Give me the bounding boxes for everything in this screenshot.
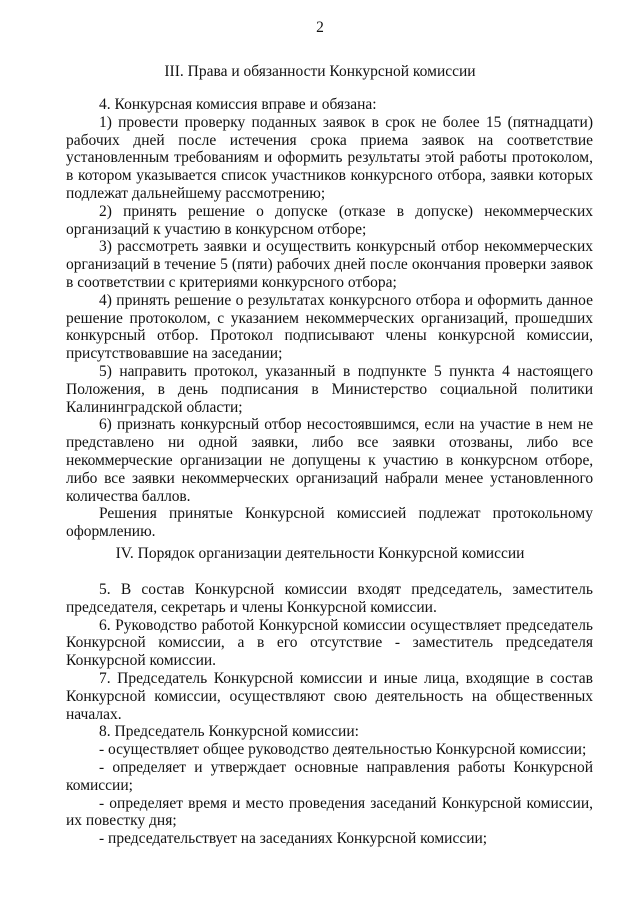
paragraph: 3) рассмотреть заявки и осуществить конкурсный отбор некоммерческих организаций в течение 5 (пяти) рабочих дней после окончания проверки заявок в соответствии с критериями конкурсного отбора; <box>66 238 593 291</box>
paragraph: 4) принять решение о результатах конкурсного отбора и оформить данное решение протоколом, с указанием некоммерческих организаций, прошедших конкурсный отбор. Протокол подписывают члены конкурсной комиссии, присутствовавшие на заседании; <box>66 291 593 363</box>
paragraph: - осуществляет общее руководство деятельностью Конкурсной комиссии; <box>99 741 587 759</box>
paragraph: 4. Конкурсная комиссия вправе и обязана: <box>99 96 377 113</box>
paragraph: Решения принятые Конкурсной комиссией подлежат протокольному оформлению. <box>66 505 593 541</box>
paragraph: 5. В состав Конкурсной комиссии входят председатель, заместитель председателя, секретарь и члены Конкурсной комиссии. <box>66 581 593 616</box>
paragraph: 5) направить протокол, указанный в подпункте 5 пункта 4 настоящего Положения, в день подписания в Министерство социальной политики Калининградской области; <box>66 362 593 416</box>
section-4-body <box>66 581 593 848</box>
paragraph: 2) принять решение о допуске (отказе в допуске) некоммерческих организаций к участию в конкурсном отборе; <box>66 202 593 238</box>
paragraph: 7. Председатель Конкурсной комиссии и иные лица, входящие в состав Конкурсной комиссии, осуществляют свою деятельность на общественных началах. <box>66 669 593 723</box>
section-3-heading: III. Права и обязанности Конкурсной комиссии <box>164 63 476 80</box>
section-3-body <box>66 96 593 541</box>
paragraph: 1) провести проверку поданных заявок в срок не более 15 (пятнадцати) рабочих дней после истечения срока приема заявок на соответствие установленным требованиям и оформить результаты этой работы протоколом, в котором указывается список участников конкурсного отбора, заявки которых подлежат дальнейшему рассмотрению; <box>66 113 593 202</box>
paragraph: - председательствует на заседаниях Конкурсной комиссии; <box>99 830 488 848</box>
paragraph: 8. Председатель Конкурсной комиссии: <box>99 723 359 741</box>
paragraph: 6) признать конкурсный отбор несостоявшимся, если на участие в нем не представлено ни одной заявки, либо все заявки отозваны, либо все некоммерческие организации не допущены к участию в конкурсном отборе, либо все заявки некоммерческих организаций набрали менее установленного количества баллов. <box>66 416 593 505</box>
paragraph: - определяет и утверждает основные направления работы Конкурсной комиссии; <box>66 758 593 794</box>
paragraph: 6. Руководство работой Конкурсной комиссии осуществляет председатель Конкурсной комиссии, а в его отсутствие - заместитель председателя Конкурсной комиссии. <box>66 616 593 670</box>
page-number: 2 <box>316 19 324 36</box>
paragraph: - определяет время и место проведения заседаний Конкурсной комиссии, их повестку дня; <box>66 794 593 830</box>
section-4-heading: IV. Порядок организации деятельности Конкурсной комиссии <box>115 545 525 562</box>
